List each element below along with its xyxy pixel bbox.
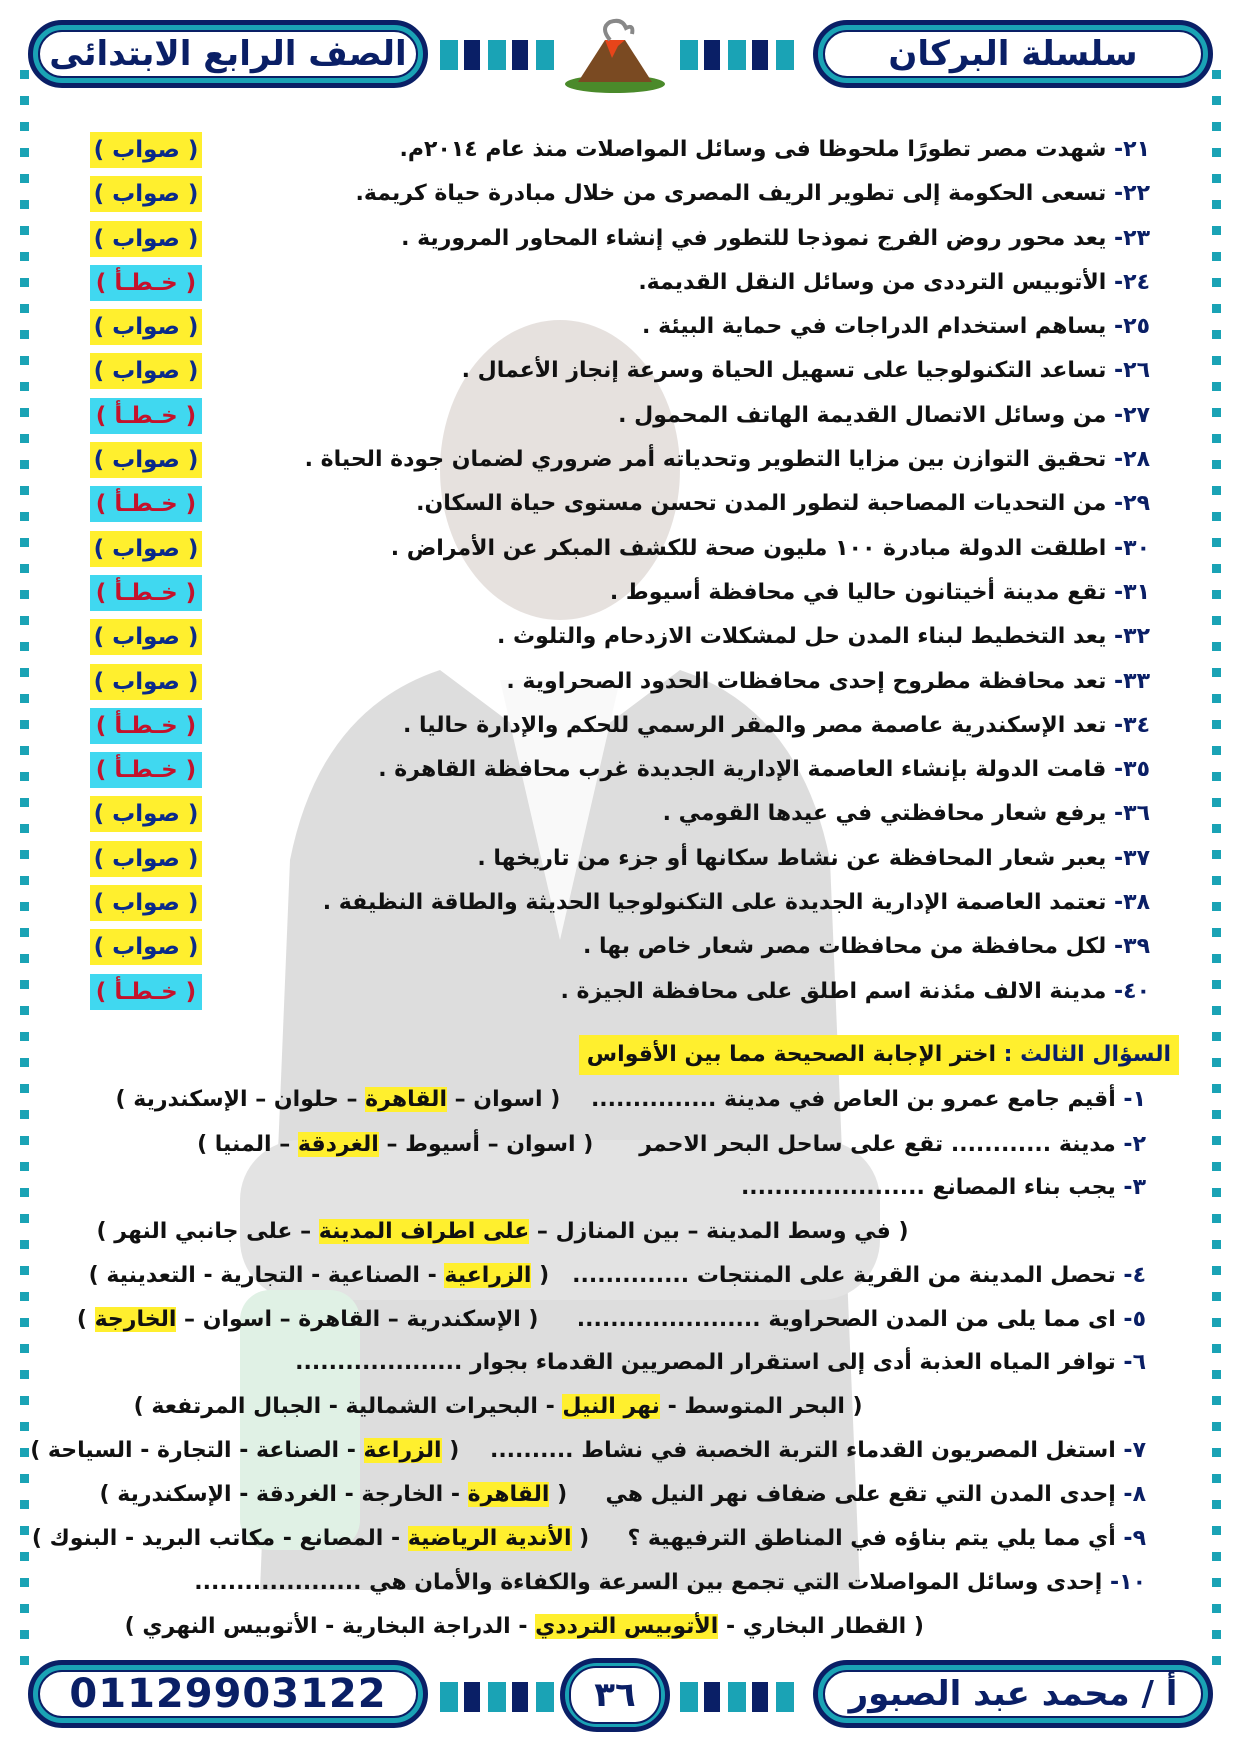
statement-text: من وسائل الاتصال القديمة الهاتف المحمول . <box>618 402 1107 428</box>
statement-text: تحقيق التوازن بين مزايا التطوير وتحدياته أمر ضروري لضمان جودة الحياة . <box>304 447 1107 473</box>
list-item <box>90 748 1150 792</box>
answer-badge: ( صواب ) <box>90 132 202 168</box>
item-number: ٢٥- <box>1114 314 1150 340</box>
correct-choice: الخارجة <box>94 1307 177 1332</box>
phone-number: 01129903122 <box>69 1671 387 1717</box>
list-item <box>90 128 1150 172</box>
item-number: ٣٩- <box>1114 934 1150 960</box>
item-number: ٢٦- <box>1114 358 1150 384</box>
item-number: ٣١- <box>1114 579 1150 605</box>
correct-choice: الزراعية <box>444 1263 532 1288</box>
item-number: ٣٠- <box>1114 535 1150 561</box>
phone-banner <box>28 1660 428 1728</box>
correct-choice: نهر النيل <box>562 1394 660 1419</box>
correct-choice: الأتوبيس الترددي <box>535 1614 719 1639</box>
item-number: ٢٢- <box>1114 181 1150 207</box>
answer-badge: ( صواب ) <box>90 841 202 877</box>
statement-text: لكل محافظة من محافظات مصر شعار خاص بها . <box>583 934 1107 960</box>
mcq-item-2: ٢- مدينة ............ تقع على ساحل البحر الاحمر ( اسوان – أسيوط – الغردقة – المنيا ) <box>197 1132 1146 1157</box>
statement-text: تعتمد العاصمة الإدارية الجديدة على التكنولوجيا الحديثة والطاقة النظيفة . <box>322 890 1107 916</box>
item-number: ٢٣- <box>1114 225 1150 251</box>
statement-text: تساعد التكنولوجيا على تسهيل الحياة وسرعة إنجاز الأعمال . <box>461 358 1107 384</box>
mcq-item-1: ١- أقيم جامع عمرو بن العاص في مدينة ............... ( اسوان – القاهرة – حلوان – الإسكندرية ) <box>115 1087 1146 1112</box>
section-label: السؤال الثالث : <box>1003 1042 1171 1067</box>
list-item <box>90 305 1150 349</box>
correct-choice: الغردقة <box>297 1132 379 1157</box>
volcano-icon <box>560 18 670 94</box>
answer-badge: ( صواب ) <box>90 929 202 965</box>
page-number-badge <box>560 1658 670 1732</box>
statement-text: الأتوبيس الترددى من وسائل النقل القديمة. <box>638 269 1107 295</box>
answer-badge: ( خـطـأ ) <box>90 398 202 434</box>
correct-choice: الزراعة <box>363 1438 442 1463</box>
correct-choice: على اطراف المدينة <box>318 1219 530 1244</box>
teacher-name-banner <box>813 1660 1213 1728</box>
statement-text: تعد الإسكندرية عاصمة مصر والمقر الرسمي للحكم والإدارة حاليا . <box>403 712 1107 738</box>
list-item <box>90 438 1150 482</box>
list-item <box>90 792 1150 836</box>
list-item <box>90 349 1150 393</box>
answer-badge: ( صواب ) <box>90 885 202 921</box>
statement-text: يرفع شعار محافظتي في عيدها القومي . <box>662 801 1107 827</box>
statement-text: يساهم استخدام الدراجات في حماية البيئة . <box>642 314 1107 340</box>
list-item <box>90 881 1150 925</box>
list-item <box>90 527 1150 571</box>
series-title: سلسلة البركان <box>888 34 1138 74</box>
answer-badge: ( خـطـأ ) <box>90 486 202 522</box>
mcq-item-3: ٣- يجب بناء المصانع ...................... <box>740 1175 1146 1200</box>
mcq-item-4: ٤- تحصل المدينة من القرية على المنتجات .............. ( الزراعية - الصناعية - التجارية - التعدينية ) <box>88 1263 1146 1288</box>
statement-text: يعبر شعار المحافظة عن نشاط سكانها أو جزء من تاريخها . <box>477 845 1107 871</box>
series-title-banner <box>813 20 1213 88</box>
footer-checker-left <box>440 1682 560 1712</box>
footer-checker-right <box>680 1682 800 1712</box>
mcq-item-6-choices: ( البحر المتوسط - نهر النيل - البحيرات الشمالية - الجبال المرتفعة ) <box>133 1394 863 1419</box>
answer-badge: ( صواب ) <box>90 309 202 345</box>
answer-badge: ( صواب ) <box>90 176 202 212</box>
right-border-decoration <box>1212 70 1221 1670</box>
list-item <box>90 482 1150 526</box>
statement-text: قامت الدولة بإنشاء العاصمة الإدارية الجديدة غرب محافظة القاهرة . <box>378 757 1107 783</box>
list-item <box>90 660 1150 704</box>
header-checker-right <box>680 40 800 70</box>
item-number: ٢٤- <box>1114 269 1150 295</box>
statement-text: تسعى الحكومة إلى تطوير الريف المصرى من خلال مبادرة حياة كريمة. <box>355 181 1107 207</box>
correct-choice: القاهرة <box>467 1482 550 1507</box>
statement-text: تقع مدينة أخيتانون حاليا في محافظة أسيوط . <box>609 579 1107 605</box>
answer-badge: ( خـطـأ ) <box>90 575 202 611</box>
mcq-item-5: ٥- اى مما يلى من المدن الصحراوية ...................... ( الإسكندرية – القاهرة – اسوان – الخارجة ) <box>76 1307 1146 1332</box>
mcq-item-3-choices: ( في وسط المدينة – بين المنازل – على اطراف المدينة – على جانبي النهر ) <box>96 1219 909 1244</box>
list-item <box>90 571 1150 615</box>
item-number: ٣٦- <box>1114 801 1150 827</box>
list-item <box>90 172 1150 216</box>
item-number: ٣٢- <box>1114 624 1150 650</box>
list-item <box>90 837 1150 881</box>
answer-badge: ( صواب ) <box>90 221 202 257</box>
list-item <box>90 925 1150 969</box>
mcq-item-7: ٧- استغل المصريون القدماء التربة الخصبة في نشاط .......... ( الزراعة - الصناعة - التجارة - السياحة ) <box>30 1438 1146 1463</box>
answer-badge: ( خـطـأ ) <box>90 752 202 788</box>
answer-badge: ( صواب ) <box>90 619 202 655</box>
item-number: ٢٩- <box>1114 491 1150 517</box>
item-number: ٢١- <box>1114 137 1150 162</box>
item-number: ٣٣- <box>1114 668 1150 694</box>
answer-badge: ( خـطـأ ) <box>90 708 202 744</box>
mcq-item-6: ٦- توافر المياه العذبة أدى إلى استقرار المصريين القدماء بجوار .................... <box>295 1350 1146 1375</box>
statement-text: اطلقت الدولة مبادرة ١٠٠ مليون صحة للكشف المبكر عن الأمراض . <box>390 535 1107 561</box>
correct-choice: الأندية الرياضية <box>407 1526 572 1551</box>
answer-badge: ( خـطـأ ) <box>90 265 202 301</box>
answer-badge: ( صواب ) <box>90 796 202 832</box>
list-item <box>90 261 1150 305</box>
statement-text: تعد محافظة مطروح إحدى محافظات الحدود الصحراوية . <box>506 668 1107 694</box>
list-item <box>90 704 1150 748</box>
true-false-list <box>90 128 1150 1014</box>
mcq-item-10: ١٠- إحدى وسائل المواصلات التي تجمع بين السرعة والكفاءة والأمان هي .................... <box>194 1570 1146 1595</box>
answer-badge: ( صواب ) <box>90 353 202 389</box>
item-number: ٣٥- <box>1114 757 1150 783</box>
statement-text: شهدت مصر تطورًا ملحوظا فى وسائل المواصلات منذ عام ٢٠١٤م. <box>399 137 1107 162</box>
section-instruction: اختر الإجابة الصحيحة مما بين الأقواس <box>586 1042 996 1067</box>
list-item <box>90 394 1150 438</box>
statement-text: يعد محور روض الفرج نموذجا للتطور في إنشاء المحاور المرورية . <box>401 225 1107 251</box>
answer-badge: ( خـطـأ ) <box>90 974 202 1010</box>
grade-title: الصف الرابع الابتدائى <box>49 34 407 74</box>
correct-choice: القاهرة <box>365 1087 447 1112</box>
page-number: ٣٦ <box>594 1675 636 1715</box>
item-number: ٣٨- <box>1114 890 1150 916</box>
teacher-name: أ / محمد عبد الصبور <box>848 1674 1178 1714</box>
mcq-item-9: ٩- أي مما يلي يتم بناؤه في المناطق الترفيهية ؟ ( الأندية الرياضية - المصانع - مكاتب البريد - البنوك ) <box>31 1526 1146 1551</box>
mcq-item-10-choices: ( القطار البخاري - الأتوبيس الترددي - الدراجة البخارية - الأتوبيس النهري ) <box>124 1614 924 1639</box>
grade-title-banner <box>28 20 428 88</box>
statement-text: يعد التخطيط لبناء المدن حل لمشكلات الازدحام والتلوث . <box>496 624 1107 650</box>
header-checker-left <box>440 40 560 70</box>
list-item <box>90 615 1150 659</box>
item-number: ٣٤- <box>1114 712 1150 738</box>
answer-badge: ( صواب ) <box>90 531 202 567</box>
item-number: ٢٧- <box>1114 402 1150 428</box>
item-number: ٤٠- <box>1114 978 1150 1004</box>
answer-badge: ( صواب ) <box>90 664 202 700</box>
section-heading <box>579 1035 1179 1075</box>
answer-badge: ( صواب ) <box>90 442 202 478</box>
list-item <box>90 970 1150 1014</box>
mcq-item-8: ٨- إحدى المدن التي تقع على ضفاف نهر النيل هي ( القاهرة - الخارجة - الغردقة - الإسكندرية ) <box>99 1482 1146 1507</box>
statement-text: من التحديات المصاحبة لتطور المدن تحسن مستوى حياة السكان. <box>416 491 1107 517</box>
list-item <box>90 217 1150 261</box>
left-border-decoration <box>20 70 29 1670</box>
statement-text: مدينة الالف مئذنة اسم اطلق على محافظة الجيزة . <box>560 978 1107 1004</box>
item-number: ٣٧- <box>1114 845 1150 871</box>
item-number: ٢٨- <box>1114 447 1150 473</box>
